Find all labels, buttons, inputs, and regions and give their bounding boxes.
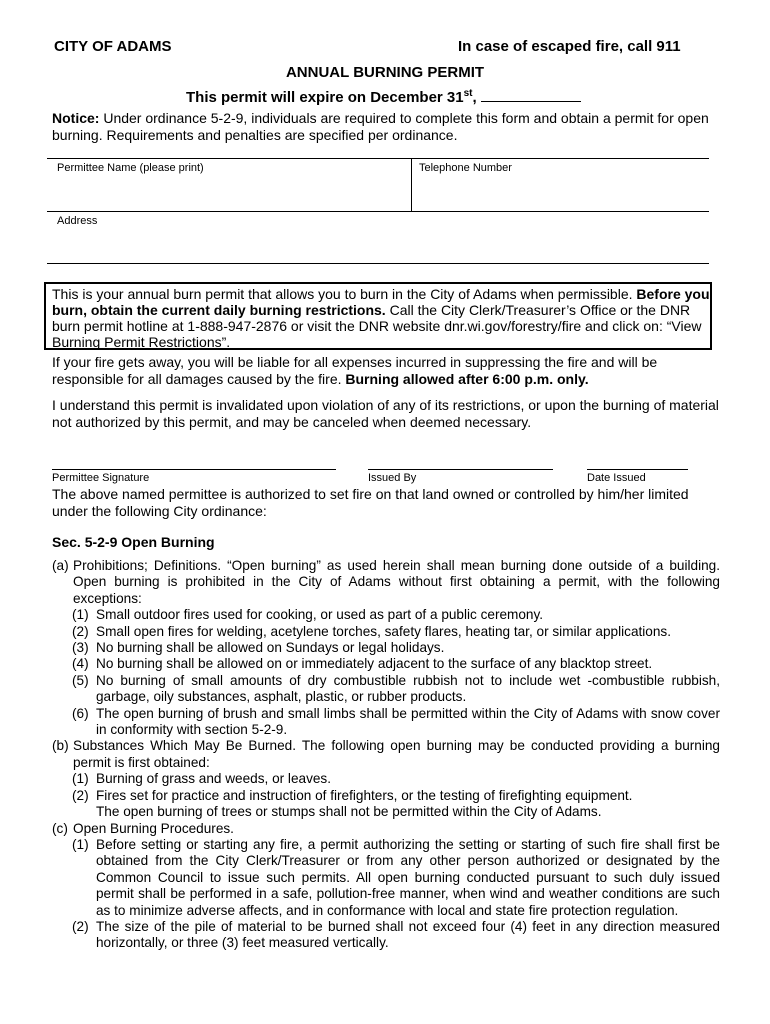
expiration-comma: , xyxy=(472,89,477,106)
ordinance-heading: Sec. 5-2-9 Open Burning xyxy=(52,534,215,550)
list-item-text: Small open fires for welding, acetylene torches, safety flares, heating tar, or similar applications. xyxy=(96,623,671,639)
permittee-form xyxy=(47,158,709,264)
list-item-text: Burning of grass and weeds, or leaves. xyxy=(96,771,332,787)
understand-paragraph: I understand this permit is invalidated upon violation of any of its restrictions, or upon the burning of material not authorized by this permit, and may be canceled when deemed necessary. xyxy=(52,397,719,430)
list-item-text: The size of the pile of material to be burned shall not exceed four (4) feet in any direction measured horizontally, or three (3) feet measured vertically. xyxy=(96,918,720,951)
restrictions-bold: Before you burn, obtain the current daily burning restrictions. xyxy=(52,286,710,318)
list-item xyxy=(52,607,720,623)
ordinance-c-label: (c) xyxy=(52,820,68,836)
list-item xyxy=(52,837,720,919)
permittee-name-label: Permittee Name (please print) xyxy=(57,162,204,174)
page-title: ANNUAL BURNING PERMIT xyxy=(285,64,485,81)
list-item xyxy=(52,706,720,739)
list-item xyxy=(52,656,720,672)
list-item-label: (1) xyxy=(72,771,89,787)
list-item-label: (4) xyxy=(72,656,89,672)
date-issued-label: Date Issued xyxy=(587,472,646,484)
telephone-label: Telephone Number xyxy=(419,162,512,174)
liability-paragraph xyxy=(52,354,722,388)
date-issued-line[interactable] xyxy=(587,469,688,470)
expiration-year-blank[interactable] xyxy=(481,89,581,102)
list-item-label: (1) xyxy=(72,836,89,852)
list-item xyxy=(52,919,720,952)
list-item-text: Before setting or starting any fire, a permit authorizing the setting or starting of such fire shall first be obtained from the City Clerk/Treasurer or from any other person authorized or designated by the Common Council to issue such permits. All open burning conducted pursuant to such duly issued permit shall be performed in a safe, pollution-free manner, when wind and weather conditions are such as to minimize adverse affects, and in conformance with local and state fire protection regulation. xyxy=(96,836,720,918)
restrictions-text-2: Call the City Clerk/Treasurer’s Office or the DNR burn permit hotline at 1-888-947-2876 or visit the DNR website dnr.wi.gov/forestry/fire and click on: “View Burning Permit Restrictions”. xyxy=(52,302,702,350)
issued-by-label: Issued By xyxy=(368,472,417,484)
list-item xyxy=(52,788,720,804)
restrictions-text-1: This is your annual burn permit that allows you to burn in the City of Adams when permissible. xyxy=(52,286,637,302)
expiration-text: This permit will expire on December 31 xyxy=(186,89,464,106)
list-item-text: No burning of small amounts of dry combustible rubbish not to include wet -combustible rubbish, garbage, oily substances, asphalt, plastic, or rubber products. xyxy=(96,672,720,705)
ordinance-a xyxy=(52,558,720,607)
list-item-text: The open burning of brush and small limbs shall be permitted within the City of Adams with snow cover in conformity with section 5-2-9. xyxy=(96,705,720,738)
list-item-label: (2) xyxy=(72,623,89,639)
list-item-label: (2) xyxy=(72,787,89,803)
list-item-text: No burning shall be allowed on or immediately adjacent to the surface of any blacktop street. xyxy=(96,656,653,672)
list-item-label: (3) xyxy=(72,640,89,656)
notice-paragraph xyxy=(52,110,722,144)
list-item xyxy=(52,640,720,656)
expiration-suffix-st: st xyxy=(463,88,473,99)
list-item-text: Small outdoor fires used for cooking, or used as part of a public ceremony. xyxy=(96,607,544,623)
telephone-field[interactable] xyxy=(417,178,707,208)
emergency-notice: In case of escaped fire, call 911 xyxy=(458,38,681,55)
ordinance-b-label: (b) xyxy=(52,738,69,754)
ordinance-c-text: Open Burning Procedures. xyxy=(73,820,234,836)
form-middle-line xyxy=(47,211,709,212)
list-item-label: (5) xyxy=(72,672,89,688)
list-item xyxy=(52,624,720,640)
restrictions-box xyxy=(44,282,712,350)
burning-hours: Burning allowed after 6:00 p.m. only. xyxy=(345,371,589,387)
expiration-line xyxy=(186,88,581,106)
form-bottom-line xyxy=(47,263,709,264)
list-item-label: (6) xyxy=(72,705,89,721)
signature-label: Permittee Signature xyxy=(52,472,150,484)
ordinance-a-text: Prohibitions; Definitions. “Open burning” as used herein shall mean burning done outside of a building. Open burning is prohibited in the City of Adams without first obtaining a permit, with the following exceptions: xyxy=(73,558,720,606)
list-item xyxy=(52,673,720,706)
signature-line[interactable] xyxy=(52,469,336,470)
notice-text: Under ordinance 5-2-9, individuals are required to complete this form and obtain a permit for open burning. Requirements and penalties are specified per ordinance. xyxy=(52,110,709,143)
address-label: Address xyxy=(57,215,98,227)
issued-by-line[interactable] xyxy=(368,469,553,470)
liability-text: If your fire gets away, you will be liable for all expenses incurred in suppressing the fire and will be responsible for all damages caused by the fire. xyxy=(52,354,658,387)
notice-label: Notice: xyxy=(52,110,100,126)
address-field[interactable] xyxy=(55,230,707,260)
city-name: CITY OF ADAMS xyxy=(54,38,172,55)
list-item xyxy=(52,771,720,787)
ordinance-b-text: Substances Which May Be Burned. The following open burning may be conducted providing a burning permit is first obtained: xyxy=(73,738,720,770)
form-top-line xyxy=(47,158,709,159)
ordinance-b-note: The open burning of trees or stumps shall not be permitted within the City of Adams. xyxy=(96,804,602,820)
authorization-paragraph: The above named permittee is authorized to set fire on that land owned or controlled by him/her limited under the following City ordinance: xyxy=(52,486,689,519)
ordinance-body xyxy=(52,558,720,952)
list-item-text: No burning shall be allowed on Sundays or legal holidays. xyxy=(96,640,445,656)
ordinance-b xyxy=(52,738,720,771)
list-item-label: (2) xyxy=(72,918,89,934)
ordinance-a-label: (a) xyxy=(52,558,69,573)
list-item-label: (1) xyxy=(72,607,89,623)
ordinance-c xyxy=(52,821,720,837)
list-item-text: Fires set for practice and instruction of firefighters, or the testing of firefighting equipment. xyxy=(96,787,633,803)
permittee-name-field[interactable] xyxy=(55,178,409,208)
form-divider xyxy=(411,158,412,211)
